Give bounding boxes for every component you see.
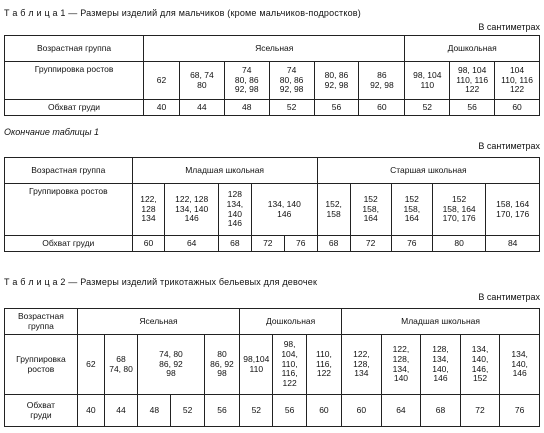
t1b-chest-cell: 68 (317, 236, 350, 252)
t1-chest-cell: 56 (314, 100, 359, 116)
t1-chest-cell: 40 (144, 100, 180, 116)
table1-units: В сантиметрах (478, 22, 540, 32)
t2-height-cell: 122, 128, 134 (342, 335, 382, 395)
t1-height-cell: 62 (144, 62, 180, 100)
t1b-group-0: Младшая школьная (132, 158, 317, 184)
t1-age-header: Возрастная группа (5, 36, 144, 62)
t1-chest-cell: 60 (495, 100, 540, 116)
t1-group-1: Дошкольная (405, 36, 540, 62)
table2 (4, 308, 540, 427)
t1-height-cell: 74 80, 86 92, 98 (269, 62, 314, 100)
t1-chest-cell: 56 (450, 100, 495, 116)
t1-chest-cell: 52 (405, 100, 450, 116)
t2-height-cell: 98,104 110 (240, 335, 273, 395)
t2-height-cell: 62 (77, 335, 104, 395)
t1b-height-cell: 134, 140 146 (251, 184, 317, 236)
t1-group-0: Ясельная (144, 36, 405, 62)
t2-group-1: Дошкольная (240, 309, 342, 335)
t2-chest-cell: 56 (273, 395, 306, 427)
t1b-chest-header: Обхват груди (5, 236, 133, 252)
t1-height-cell: 98, 104 110, 116 122 (450, 62, 495, 100)
t2-group-2: Младшая школьная (342, 309, 540, 335)
t1b-height-cell: 122, 128 134 (132, 184, 165, 236)
table1-caption: Т а б л и ц а 1 — Размеры изделий для мальчиков (кроме мальчиков-подростков) (4, 8, 361, 18)
t1-height-cell: 98, 104 110 (405, 62, 450, 100)
t1-height-cell: 86 92, 98 (359, 62, 405, 100)
t1b-group-1: Старшая школьная (317, 158, 539, 184)
t1-chest-cell: 60 (359, 100, 405, 116)
t2-group-0: Ясельная (77, 309, 239, 335)
t2-height-cell: 122, 128, 134, 140 (381, 335, 421, 395)
t1b-chest-cell: 76 (391, 236, 432, 252)
t1b-height-cell: 122, 128 134, 140 146 (165, 184, 218, 236)
t2-chest-cell: 40 (77, 395, 104, 427)
t1b-chest-cell: 84 (486, 236, 540, 252)
t2-height-cell: 68 74, 80 (104, 335, 137, 395)
t2-chest-cell: 76 (500, 395, 540, 427)
t2-chest-cell: 60 (342, 395, 382, 427)
t1b-height-header: Группировка ростов (5, 184, 133, 236)
t2-height-cell: 110, 116, 122 (306, 335, 341, 395)
table1-end-units: В сантиметрах (478, 141, 540, 151)
t1b-height-cell: 152 158, 164 (350, 184, 391, 236)
t1-height-cell: 104 110, 116 122 (495, 62, 540, 100)
t1b-height-cell: 152, 158 (317, 184, 350, 236)
t2-chest-cell: 64 (381, 395, 421, 427)
t1b-height-cell: 158, 164 170, 176 (486, 184, 540, 236)
t2-chest-cell: 48 (138, 395, 171, 427)
t2-age-header: Возрастная группа (5, 309, 78, 335)
t2-height-cell: 134, 140, 146, 152 (460, 335, 500, 395)
t2-height-cell: 74, 80 86, 92 98 (138, 335, 205, 395)
t2-height-cell: 128, 134, 140, 146 (421, 335, 461, 395)
t1-chest-cell: 44 (179, 100, 224, 116)
t2-chest-cell: 52 (240, 395, 273, 427)
t1b-height-cell: 152 158, 164 (391, 184, 432, 236)
t1b-height-cell: 128 134, 140 146 (218, 184, 251, 236)
t1b-chest-cell: 80 (432, 236, 485, 252)
t1-chest-cell: 52 (269, 100, 314, 116)
t1-height-cell: 68, 74 80 (179, 62, 224, 100)
t2-chest-cell: 68 (421, 395, 461, 427)
t1-height-cell: 74 80, 86 92, 98 (224, 62, 269, 100)
t1-chest-cell: 48 (224, 100, 269, 116)
t1b-height-cell: 152 158, 164 170, 176 (432, 184, 485, 236)
t2-chest-cell: 60 (306, 395, 341, 427)
t1-height-cell: 80, 86 92, 98 (314, 62, 359, 100)
t1b-chest-cell: 64 (165, 236, 218, 252)
table1-end-caption: Окончание таблицы 1 (4, 127, 99, 137)
t2-height-cell: 134, 140, 146 (500, 335, 540, 395)
t2-chest-cell: 52 (171, 395, 204, 427)
t2-height-cell: 80 86, 92 98 (204, 335, 239, 395)
t1b-chest-cell: 76 (284, 236, 317, 252)
t2-chest-cell: 72 (460, 395, 500, 427)
t1b-chest-cell: 72 (350, 236, 391, 252)
t1-height-header: Группировка ростов (5, 62, 144, 100)
t2-chest-header: Обхват груди (5, 395, 78, 427)
t2-chest-cell: 56 (204, 395, 239, 427)
t1b-chest-cell: 68 (218, 236, 251, 252)
t1-chest-header: Обхват груди (5, 100, 144, 116)
table1 (4, 35, 540, 116)
t1b-age-header: Возрастная группа (5, 158, 133, 184)
table2-units: В сантиметрах (478, 292, 540, 302)
t2-height-cell: 98, 104, 110, 116, 122 (273, 335, 306, 395)
t1b-chest-cell: 60 (132, 236, 165, 252)
t2-height-header: Группировка ростов (5, 335, 78, 395)
table1-end (4, 157, 540, 252)
t1b-chest-cell: 72 (251, 236, 284, 252)
t2-chest-cell: 44 (104, 395, 137, 427)
table2-caption: Т а б л и ц а 2 — Размеры изделий трикотажных бельевых для девочек (4, 277, 318, 287)
